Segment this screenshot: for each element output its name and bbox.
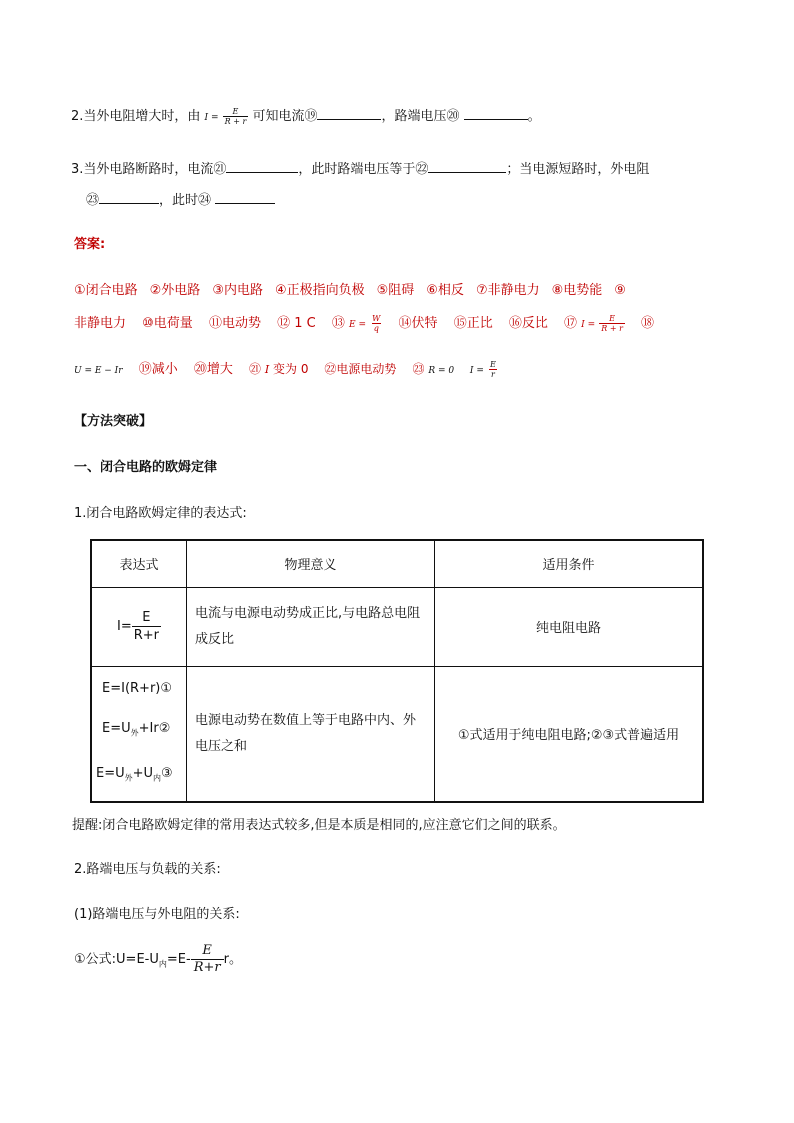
- table-cell-meaning: [187, 666, 435, 802]
- expr-2-a: E=U: [102, 721, 131, 737]
- answer-item: 非静电力: [74, 316, 127, 331]
- answer-item: ⑯反比: [508, 316, 548, 331]
- table-cell-condition: ①式适用于纯电阻电路;②③式普遍适用: [435, 666, 704, 802]
- answer-item: ②外电路: [149, 283, 201, 298]
- answer-17-fraction: [599, 314, 625, 333]
- table-row: [91, 587, 703, 666]
- answer-item: ⑫ 1 C: [277, 316, 316, 331]
- q3-blank-22[interactable]: [428, 159, 506, 173]
- answer-17-num: E: [609, 314, 615, 323]
- q3-text-d: ㉓: [86, 193, 100, 208]
- question-3-line1: [71, 158, 649, 177]
- answer-23-formula: R = 0: [428, 366, 455, 376]
- answer-13-den: q: [373, 324, 379, 333]
- q3-blank-21[interactable]: [226, 159, 298, 173]
- method-heading: 【方法突破】: [74, 414, 153, 429]
- formula-prefix: ①公式:U=E-U: [74, 952, 159, 967]
- answer-18-formula: U = E − Ir: [74, 366, 123, 376]
- answer-item-13: [332, 316, 387, 331]
- meaning-text: 电源电动势在数值上等于电路中内、外电压之和: [195, 712, 417, 754]
- sub-1-title: 1.闭合电路欧姆定律的表达式:: [74, 506, 247, 521]
- answer-item: ④正极指向负极: [274, 283, 365, 298]
- q3-text-e: ，此时㉔: [159, 193, 212, 208]
- sub-2-title: 2.路端电压与负载的关系:: [74, 862, 221, 877]
- answer-item: ⑲减小: [138, 362, 178, 377]
- expr-3-a: E=U: [96, 765, 125, 781]
- table-cell-condition: 纯电阻电路: [435, 587, 704, 666]
- q2-prefix: 2.当外电阻增大时，由: [71, 109, 201, 124]
- q3-text-b: ，此时路端电压等于㉒: [298, 162, 429, 177]
- answer-24-lhs: I =: [469, 366, 484, 376]
- sub-2-1-title: (1)路端电压与外电阻的关系:: [74, 907, 240, 922]
- answer-24-fraction: [488, 360, 498, 379]
- expr-den: R+r: [133, 628, 159, 643]
- answer-item-17: [564, 316, 629, 331]
- answer-item: ⑩电荷量: [142, 316, 193, 331]
- answer-21-text: 变为 0: [273, 362, 309, 376]
- answer-item: ㉒电源电动势: [324, 362, 397, 376]
- q2-formula-num: E: [232, 107, 239, 116]
- q3-text-a: 3.当外电路断路时，电流㉑: [71, 162, 227, 177]
- answer-item: ⑳增大: [193, 362, 233, 377]
- q2-mid2: ，路端电压⑳: [381, 109, 460, 124]
- formula-sub: 内: [158, 959, 167, 969]
- q2-formula-fraction: [223, 107, 249, 126]
- ohm-law-table: [90, 539, 704, 803]
- answer-item: ⑥相反: [426, 283, 464, 298]
- formula-num: E: [202, 943, 212, 958]
- answer-13-num: W: [372, 314, 381, 323]
- answer-21-formula: I: [264, 363, 270, 376]
- expr-lhs: I=: [116, 619, 132, 634]
- answer-18-marker: ⑱: [641, 316, 655, 331]
- tip-text: 提醒:闭合电路欧姆定律的常用表达式较多,但是本质是相同的,应注意它们之间的联系。: [72, 818, 566, 833]
- table-header-row: [91, 540, 703, 587]
- answers-row-3: [74, 358, 510, 379]
- table-header: 物理意义: [187, 540, 435, 587]
- expr-3-b: +U: [132, 765, 154, 781]
- expr-3-sub1: 外: [124, 773, 133, 783]
- answer-item: ⑮正比: [453, 316, 493, 331]
- answer-item: ①闭合电路: [74, 283, 138, 298]
- answer-item: ⑦非静电力: [475, 283, 540, 298]
- q2-formula-den: R + r: [224, 117, 247, 126]
- table-header: 适用条件: [435, 540, 704, 587]
- formula-suffix: r。: [223, 952, 242, 967]
- answer-item: ⑨: [614, 283, 626, 298]
- q2-blank-19[interactable]: [317, 106, 381, 120]
- answers-row-2: [74, 312, 654, 333]
- formula-mid: =E-: [166, 952, 191, 967]
- table-cell-expression: [91, 666, 187, 802]
- answer-item: ③内电路: [212, 283, 263, 298]
- q3-text-c: ；当电源短路时，外电阻: [506, 162, 650, 177]
- table-cell-expression: [91, 587, 187, 666]
- answer-13-fraction: [370, 314, 382, 333]
- answer-item: ⑧电势能: [551, 283, 603, 298]
- q2-blank-20[interactable]: [464, 106, 528, 120]
- answer-item-21: [249, 362, 312, 376]
- question-2: [71, 105, 541, 126]
- q2-end: 。: [527, 109, 541, 124]
- q2-mid: 可知电流⑲: [252, 109, 318, 124]
- answer-item: ⑪电动势: [208, 316, 261, 331]
- answer-item-24: [470, 362, 498, 377]
- table-cell-meaning: [187, 587, 435, 666]
- table-row: [91, 666, 703, 802]
- answer-17-lhs: I =: [581, 320, 596, 330]
- q3-blank-24[interactable]: [215, 190, 275, 204]
- question-3-line2: [86, 189, 275, 208]
- formula-den: R+r: [191, 959, 224, 976]
- expr-num: E: [142, 610, 151, 625]
- answer-24-den: r: [491, 370, 495, 379]
- answers-heading: 答案:: [74, 237, 106, 252]
- answer-13-lhs: E =: [349, 320, 367, 330]
- answer-17-den: R + r: [601, 324, 623, 333]
- formula-line: [74, 943, 242, 976]
- answer-13-marker: ⑬: [331, 316, 345, 331]
- answer-17-marker: ⑰: [564, 316, 578, 331]
- answers-row-1: [74, 279, 638, 298]
- answer-item: ⑤阻碍: [376, 283, 415, 298]
- formula-fraction: [191, 943, 224, 976]
- expr-2-sub: 外: [130, 728, 139, 738]
- expr-fraction: [132, 609, 161, 644]
- q3-blank-23[interactable]: [99, 190, 159, 204]
- answer-23-marker: ㉓: [412, 362, 425, 376]
- answer-24-num: E: [490, 360, 496, 369]
- answer-21-marker: ㉑: [249, 362, 262, 376]
- answer-item-23: [412, 362, 457, 376]
- meaning-text: 电流与电源电动势成正比,与电路总电阻成反比: [195, 605, 421, 647]
- expr-2-b: +Ir②: [138, 721, 171, 737]
- table-header: 表达式: [91, 540, 187, 587]
- expr-3-c: ③: [161, 765, 173, 781]
- expr-line-2: [96, 709, 185, 754]
- expr-line-3: [96, 754, 185, 799]
- expr-3-sub2: 内: [153, 773, 162, 783]
- q2-formula-lhs: I =: [204, 113, 219, 123]
- expr-line-1: E=I(R+r)①: [102, 681, 173, 697]
- section-1-title: 一、闭合电路的欧姆定律: [74, 460, 218, 475]
- answer-item: ⑭伏特: [398, 316, 438, 331]
